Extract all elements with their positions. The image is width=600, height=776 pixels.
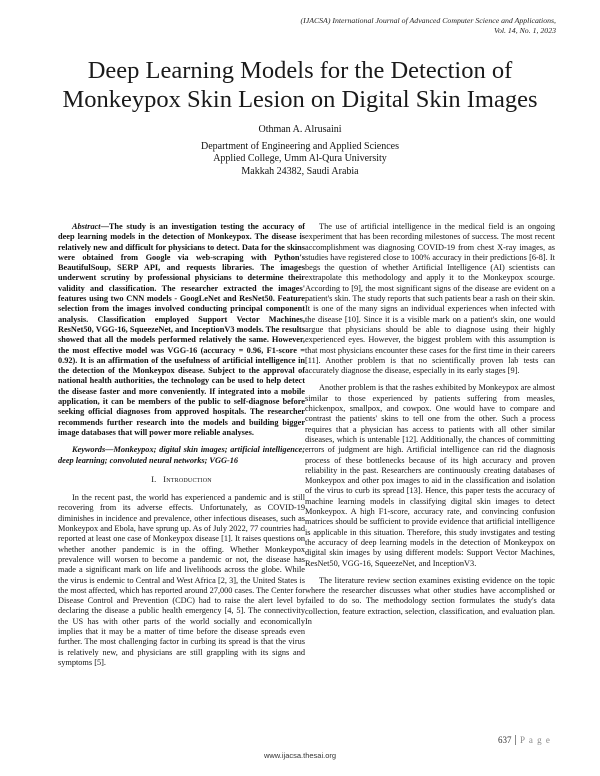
author-block bbox=[40, 124, 560, 178]
paper-title-line2: Monkeypox Skin Lesion on Digital Skin Images bbox=[62, 85, 538, 113]
paper-title bbox=[40, 57, 560, 114]
intro-paragraph-2: The use of artificial intelligence in the medical field is an ongoing experiment that has been recording milestones of success. The most recent accomplishment was diagnosing COVID-19 from chest X-ray images, as studies have registered close to 100% accuracy in their predictions [6-8]. It begs the question of whether Artificial Intelligence (AI) scientists can extrapolate this methodology and apply it to the Monkeypox scourge. According to [9], the most significant signs of the disease are evident on a patient's skin. The study reports that such patients bear a rash on their skin. It is one of the many signs an individual experiences when infected with the disease [10]. Since it is a visible mark on a patient's skin, one would argue that physicians should be able to diagnose using their highly experienced eyes. However, the biggest problem with this assumption is that most physicians encounter these cases for the first time in their careers [11]. Another problem is that no scientifically proven lab tests can accurately diagnose the disease, especially in its early stages [9]. bbox=[305, 222, 555, 376]
footer-url[interactable]: www.ijacsa.thesai.org bbox=[263, 751, 337, 760]
section-number: I. bbox=[151, 474, 157, 484]
right-column bbox=[305, 222, 555, 634]
paper-title-line1: Deep Learning Models for the Detection of bbox=[87, 57, 513, 84]
intro-paragraph-3: Another problem is that the rashes exhibited by Monkeypox are almost similar to those experienced by patients suffering from measles, chickenpox, smallpox, and cowpox. One would have to compare and contrast the patients' skins to tell one from the other. Such a process requires that a physician has access to patients with all other similar diseases, which is untenable [12]. Additionally, the chances of committing errors of judgment are high. Artificial intelligence can rid the diagnosis process of these bottlenecks because of its high accuracy and proven reliability in the past. Researchers are continuously creating databases of Monkeypox and other pox images to aid in the classification and isolation of the virus to curb its spread [13]. Hence, this paper tests the accuracy of machine learning models in classifying digital skin images to detect Monkeypox. A high F1-score, accuracy rate, and convincing confusion matrices should be sufficient to provide evidence that artificial intelligence is applicable in this situation. Therefore, this study invstigates and testing the accuracy of deep learning models in the detection of Monkeypox on digital skin images by using different models: Support Vector Machines, ResNet50, VGG-16, SqueezeNet, and InceptionV3. bbox=[305, 383, 555, 568]
journal-header-line1: (IJACSA) International Journal of Advanced Computer Science and Applications, bbox=[300, 16, 556, 25]
author-department: Department of Engineering and Applied Sciences bbox=[201, 140, 399, 152]
keywords-label: Keywords bbox=[72, 445, 106, 455]
abstract-text: The study is an investigation testing the accuracy of deep learning models in the detection of Monkeypox. The disease is relatively new and difficult for physicians to detect. Data for the skins were obtained from Google via web-scraping with Python's BeautifulSoup, SERP API, and requests libraries. The images underwent scrutiny by professional physicians to determine their validity and classification. The researcher extracted the images' features using two CNN models - GoogLeNet and ResNet50. Feature selection from the images involved conducting principal component analysis. Classification employed Support Vector Machines, ResNet50, VGG-16, SqueezeNet, and InceptionV3 models. The results showed that all the models performed relatively the same. However, the most effective model was VGG-16 (accuracy = 0.96, F1-score = 0.92). It is an affirmation of the usefulness of artificial intelligence in the detection of the Monkeypox disease. Subject to the approval of national health authorities, the technology can be used to help detect the disease faster and more conveniently. If integrated into a mobile application, it can be members of the public to self-diagnose before seeking official diagnoses from approved hospitals. The researcher recommends further research into the models and building bigger image databases that will power more reliable analyses. bbox=[58, 222, 305, 437]
author-city: Makkah 24382, Saudi Arabia bbox=[241, 165, 359, 177]
section-heading-introduction bbox=[58, 475, 305, 485]
abstract-label: Abstract bbox=[72, 222, 101, 231]
left-column bbox=[58, 222, 305, 675]
author-college: Applied College, Umm Al-Qura University bbox=[213, 153, 387, 164]
journal-header bbox=[136, 16, 556, 36]
keywords-text: Monkeypox; digital skin images; artificial intelligence; deep learning; convoluted neural networks; VGG-16 bbox=[58, 445, 305, 465]
keywords-dash: — bbox=[105, 445, 114, 455]
abstract-dash: — bbox=[100, 222, 109, 231]
keywords bbox=[58, 445, 305, 466]
page-number: 637 bbox=[498, 735, 516, 745]
abstract bbox=[58, 222, 305, 438]
page-word: P a g e bbox=[520, 735, 551, 745]
intro-paragraph-4: The literature review section examines existing evidence on the topic where the researcher discusses what other studies have accomplished or failed to do so. The methodology section formulates the study's data collection, feature extraction, selection, classification, and evaluation plan. In bbox=[305, 575, 555, 626]
section-title: Introduction bbox=[163, 474, 212, 484]
journal-header-line2: Vol. 14, No. 1, 2023 bbox=[494, 26, 556, 35]
author-name: Othman A. Alrusaini bbox=[258, 124, 342, 135]
intro-paragraph-1: In the recent past, the world has experienced a pandemic and is still recovering from its adverse effects. Unfortunately, as COVID-19 diminishes in incidence and prevalence, other infectious diseases, such as Monkeypox and Ebola, have sprung up. As of July 2022, 77 countries had reported at least one case of Monkeypox disease [1]. It raises questions on whether another pandemic is in the offing. Whether Monkeypox prevalence will worsen to become a pandemic or not, the disease has made a significant mark on life and livelihoods across the globe. While the virus is endemic to Central and West Africa [2, 3], the United States is the most affected, which has reported around 27,000 cases. The Center for Disease Control and Prevention (CDC) had to raise the alert level by declaring the disease a public health emergency [4, 5]. The connectivity the US has with other parts of the world socially and economically implies that it may be a matter of time before the disease spreads even further. The most challenging factor in curbing its spread is that the virus is relatively new, and physicians are still grappling with its signs and symptoms [5]. bbox=[58, 493, 305, 667]
